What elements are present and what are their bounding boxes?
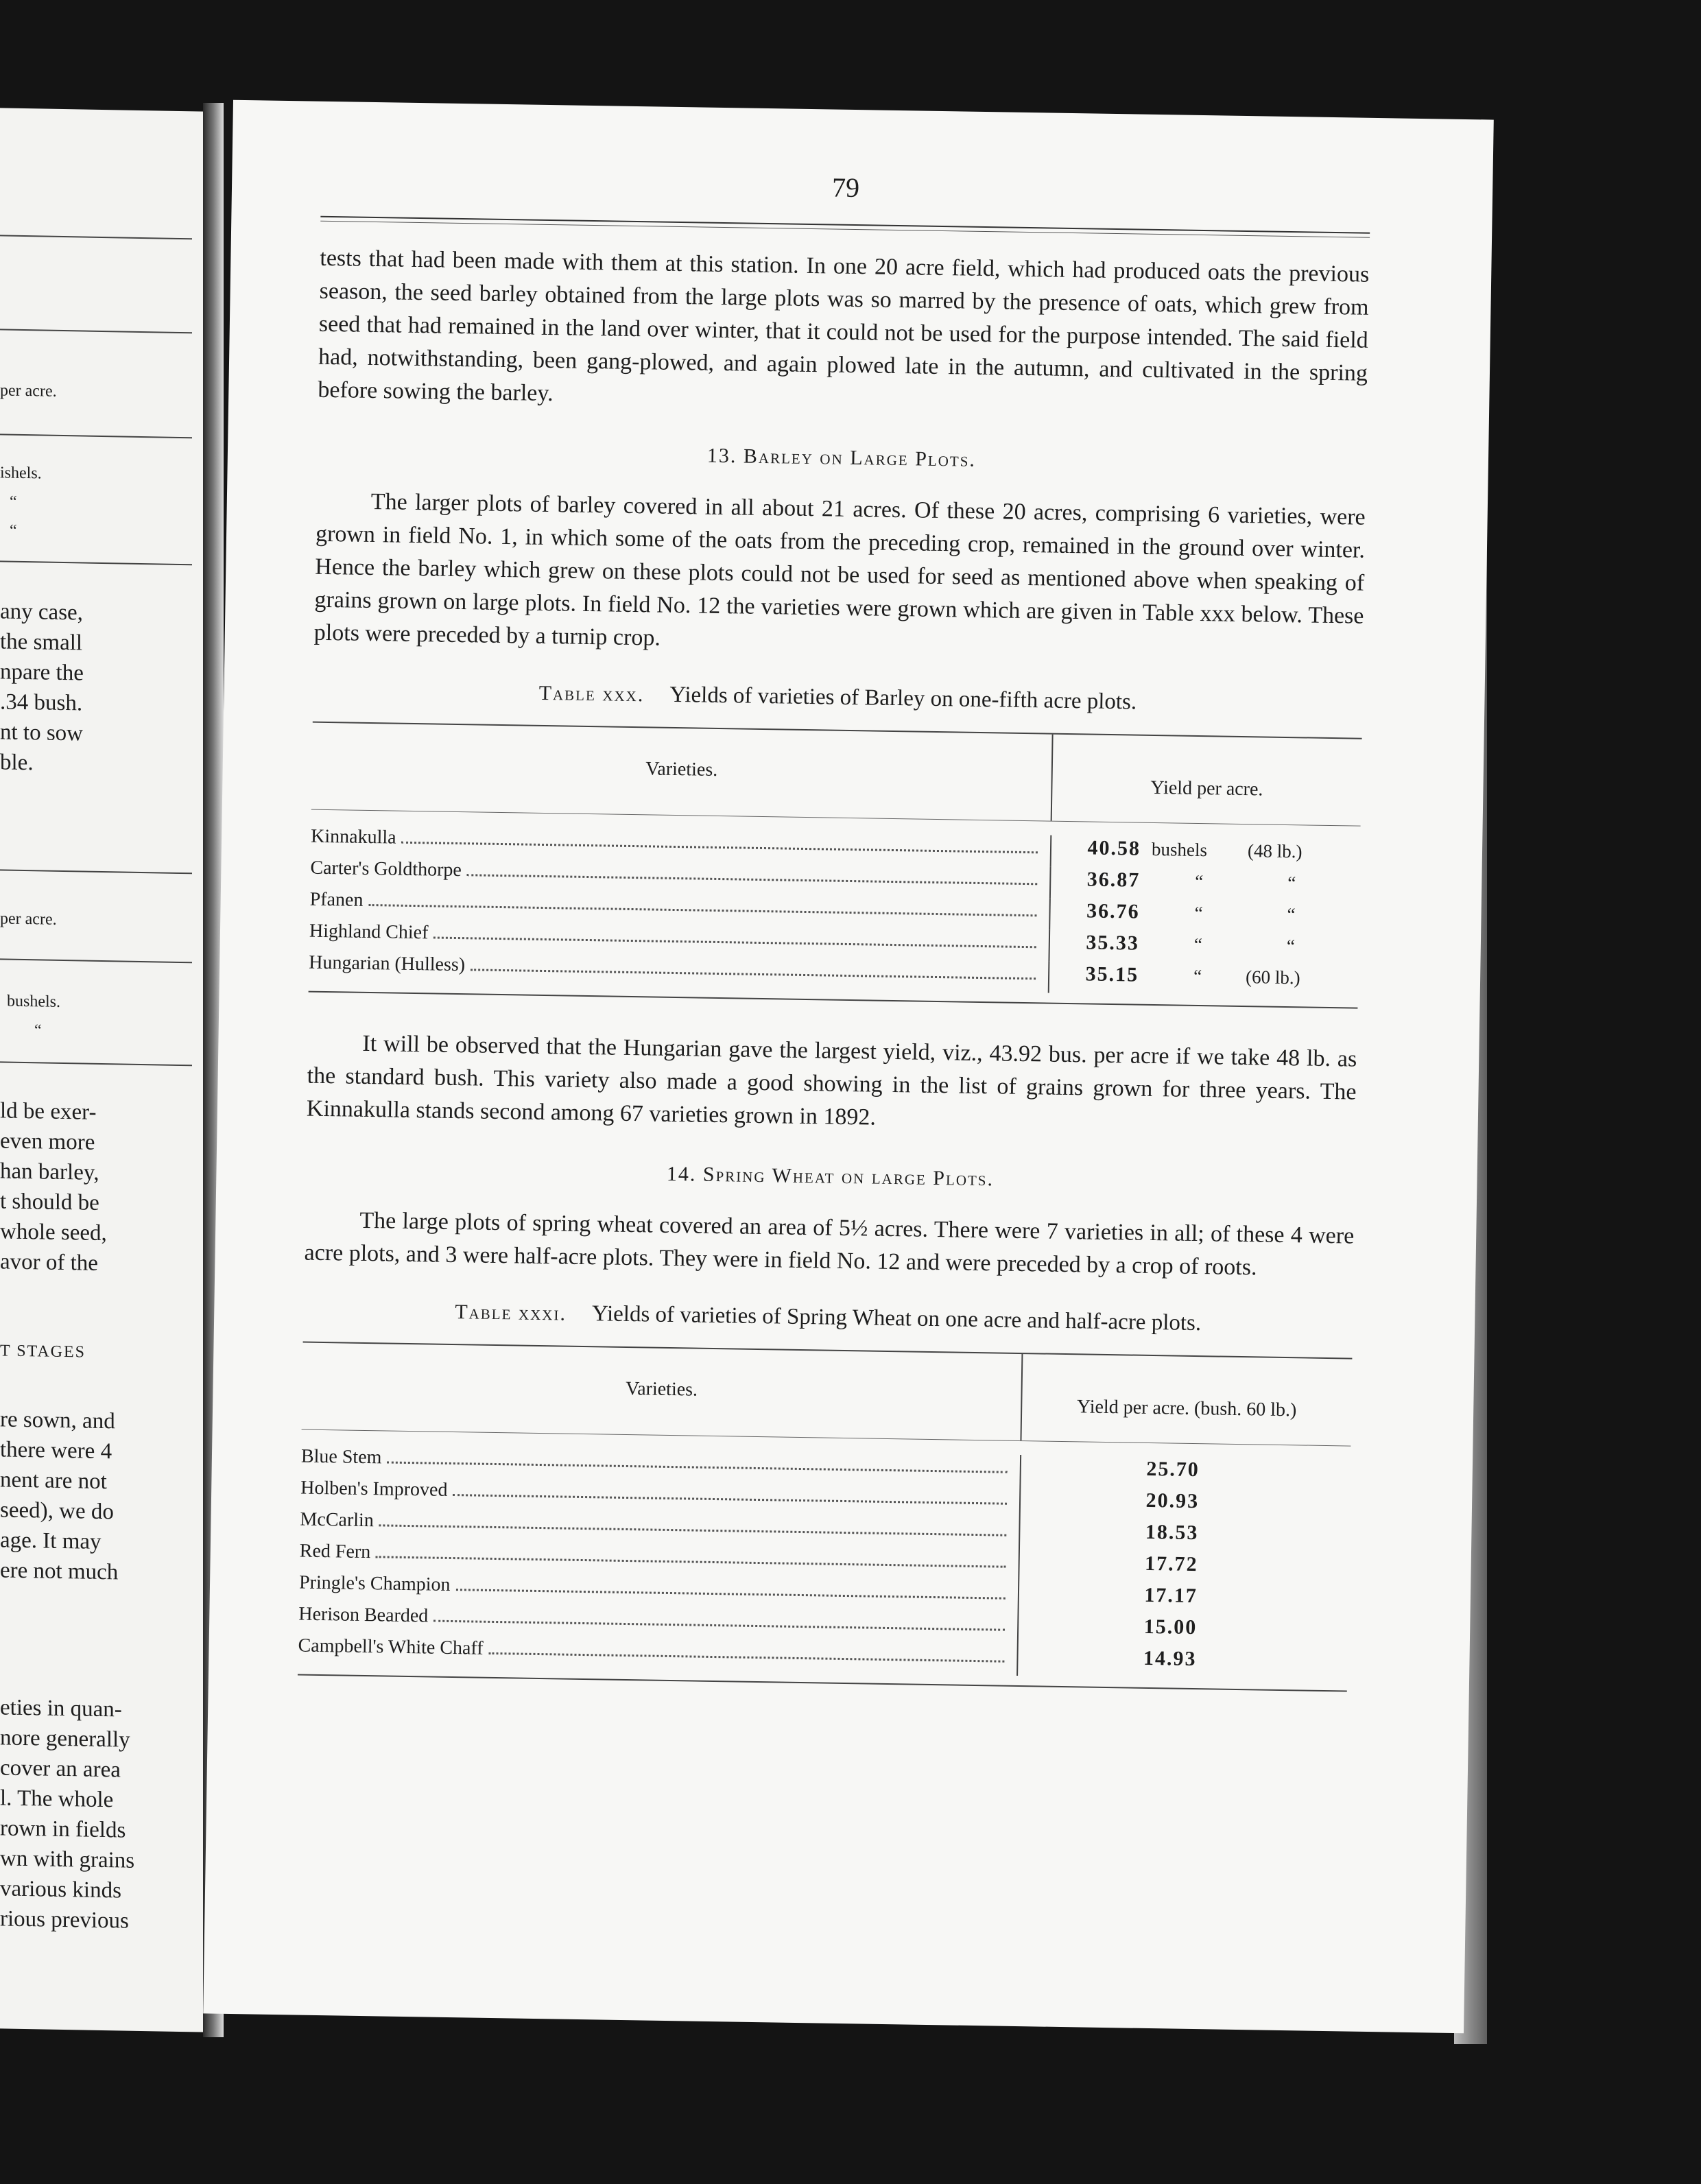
ditto-mark: “ — [1287, 904, 1296, 925]
yield-value: 15.00 — [1143, 1615, 1198, 1639]
leader-dots — [401, 825, 1038, 854]
yield-cell — [1020, 1519, 1349, 1547]
section-14-paragraph: The large plots of spring wheat covered an area of 5½ acres. There were 7 varieties in all; of these 4 were acre plots, and 3 were half-acre plots. They were in field No. 12 and were preceded by a crop of roots. — [304, 1207, 1355, 1281]
yield-cell — [1019, 1582, 1348, 1611]
table-30-caption — [313, 677, 1362, 719]
facing-page-text: nore generally — [0, 1725, 130, 1753]
variety-name: Red Fern — [299, 1540, 371, 1563]
ditto-mark: “ — [1195, 870, 1204, 892]
variety-name: Kinnakulla — [310, 825, 396, 848]
yield-cell — [1018, 1645, 1347, 1674]
table-31-caption — [303, 1297, 1353, 1339]
facing-page-text: wn with grains — [0, 1846, 135, 1873]
table-31-header — [302, 1343, 1353, 1447]
facing-page — [0, 108, 206, 2032]
divider — [0, 869, 192, 874]
yield-value: 18.53 — [1145, 1520, 1199, 1545]
yield-value: 17.72 — [1144, 1552, 1198, 1576]
facing-page-text: .34 bush. — [0, 689, 83, 716]
ditto-mark: “ — [1193, 934, 1203, 956]
divider — [0, 1061, 192, 1066]
yield-cell — [1051, 836, 1360, 864]
header-rule — [320, 216, 1370, 238]
ditto-mark: “ — [1287, 873, 1296, 894]
yield-cell — [1021, 1487, 1350, 1516]
facing-page-text: l. The whole — [0, 1785, 114, 1813]
variety-name: Pringle's Champion — [298, 1571, 451, 1595]
variety-name: Holben's Improved — [300, 1477, 448, 1501]
yield-value: 20.93 — [1145, 1488, 1200, 1513]
table-30-header — [311, 723, 1362, 827]
facing-page-text: nt to sow — [0, 720, 84, 746]
yield-cell — [1021, 1456, 1351, 1484]
divider — [0, 434, 192, 438]
facing-page-text: age. It may — [0, 1528, 102, 1554]
facing-page-text: whole seed, — [0, 1219, 107, 1246]
yield-value: 14.93 — [1143, 1646, 1197, 1671]
facing-page-text: any case, — [0, 599, 83, 626]
facing-page-text: ishels. — [0, 464, 42, 483]
yield-cell — [1019, 1613, 1348, 1642]
table-31-label: Table xxxi. — [455, 1301, 567, 1325]
facing-page-text: rious previous — [0, 1906, 129, 1934]
column-header-varieties: Varieties. — [302, 1343, 1023, 1440]
facing-page-text: nent are not — [0, 1467, 107, 1495]
yield-cell — [1050, 899, 1359, 927]
facing-page-text: ble. — [0, 750, 34, 776]
table-30 — [309, 722, 1362, 1009]
table-31 — [298, 1342, 1352, 1692]
ditto-mark: “ — [1193, 965, 1202, 987]
variety-name: McCarlin — [300, 1508, 374, 1532]
intro-paragraph: tests that had been made with them at this station. In one 20 acre field, which had produced oats the previous season, the seed barley obtained from the large plots was so marred by the presence of oats, which grew from seed that had remained in the land over winter, that it could not be used for the purpose intended. The said field had, notwithstanding, been gang-plowed, and again plowed late in the autumn, and cultivated in the spring before sowing the barley. — [318, 245, 1370, 407]
section-14-heading: 14. Spring Wheat on large Plots. — [666, 1162, 995, 1191]
facing-page-text: bushels. — [7, 992, 60, 1011]
facing-page-text: per acre. — [0, 381, 57, 401]
yield-value: 36.76 — [1086, 899, 1140, 923]
bushel-weight: (48 lb.) — [1247, 840, 1302, 862]
facing-page-text: “ — [10, 521, 17, 540]
column-header-yield: Yield per acre. (bush. 60 lb.) — [1076, 1396, 1297, 1421]
facing-page-text: seed), we do — [0, 1497, 114, 1525]
table-30-body — [309, 810, 1361, 1008]
yield-unit: bushels — [1151, 838, 1208, 861]
yield-cell — [1050, 931, 1359, 959]
yield-value: 36.87 — [1086, 868, 1141, 892]
variety-name: Blue Stem — [300, 1445, 382, 1469]
section-13-heading: 13. Barley on Large Plots. — [706, 444, 977, 471]
facing-page-text: “ — [10, 492, 17, 511]
facing-page-text: there were 4 — [0, 1437, 112, 1464]
yield-cell — [1019, 1550, 1348, 1579]
divider — [0, 235, 192, 239]
leader-dots — [387, 1445, 1008, 1473]
yield-cell — [1049, 962, 1358, 990]
table-30-title: Yields of varieties of Barley on one-fifth acre plots. — [669, 682, 1137, 715]
facing-page-text: han barley, — [0, 1159, 99, 1185]
ditto-mark: “ — [1286, 936, 1296, 957]
facing-page-text: even more — [0, 1128, 95, 1155]
column-header-yield: Yield per acre. — [1150, 776, 1263, 800]
facing-page-text: t should be — [0, 1189, 99, 1215]
yield-value: 25.70 — [1146, 1457, 1200, 1482]
yield-value: 40.58 — [1087, 836, 1141, 860]
ditto-mark: “ — [1194, 902, 1203, 924]
page-number: 79 — [831, 171, 860, 204]
yield-cell — [1051, 868, 1359, 896]
facing-page-text: “ — [34, 1021, 42, 1040]
facing-page-text: re sown, and — [0, 1407, 115, 1434]
variety-name: Pfanen — [309, 888, 364, 911]
divider — [0, 958, 192, 963]
variety-name: Campbell's White Chaff — [298, 1635, 484, 1659]
facing-page-text: T STAGES — [0, 1342, 86, 1362]
facing-page-text: npare the — [0, 659, 84, 686]
table-31-body — [298, 1430, 1351, 1691]
variety-name: Herison Bearded — [298, 1603, 429, 1627]
bushel-weight: (60 lb.) — [1245, 966, 1300, 988]
facing-page-text: per acre. — [0, 910, 57, 929]
facing-page-text: eties in quan- — [0, 1695, 122, 1722]
variety-name: Hungarian (Hulless) — [309, 951, 466, 976]
facing-page-text: rown in fields — [0, 1816, 126, 1843]
facing-page-text: cover an area — [0, 1755, 121, 1783]
page-content — [297, 163, 1370, 1726]
hungarian-paragraph: It will be observed that the Hungarian gave the largest yield, viz., 43.92 bus. per acre if we take 48 lb. as the standard bush. This variety also made a good showing in the list of grains grown for three years. The Kinnakulla stands second among 67 varieties grown in 1892. — [306, 1030, 1357, 1130]
divider — [0, 329, 192, 333]
facing-page-text: avor of the — [0, 1249, 98, 1276]
divider — [0, 560, 192, 565]
facing-page-text: ld be exer- — [0, 1098, 97, 1125]
book-page — [203, 100, 1494, 2034]
table-30-label: Table xxx. — [538, 681, 645, 707]
yield-value: 17.17 — [1144, 1583, 1198, 1608]
yield-value: 35.33 — [1086, 931, 1140, 955]
variety-name: Carter's Goldthorpe — [310, 857, 462, 881]
facing-page-text: ere not much — [0, 1558, 119, 1585]
variety-name: Highland Chief — [309, 920, 429, 944]
yield-value: 35.15 — [1085, 962, 1139, 986]
facing-page-text: various kinds — [0, 1876, 121, 1903]
column-header-varieties: Varieties. — [311, 723, 1054, 821]
table-31-title: Yields of varieties of Spring Wheat on one acre and half-acre plots. — [591, 1301, 1202, 1336]
section-13-paragraph: The larger plots of barley covered in all about 21 acres. Of these 20 acres, comprising 6 varieties, were grown in field No. 1, in which some of the oats from the preceding crop, remained in the ground over winter. Hence the barley which grew on these plots could not be used for seed as mentioned above when speaking of grains grown on large plots. In field No. 12 the varieties were grown which are given in Table xxx below. These plots were preceded by a turnip crop. — [313, 488, 1366, 651]
facing-page-text: the small — [0, 629, 83, 656]
